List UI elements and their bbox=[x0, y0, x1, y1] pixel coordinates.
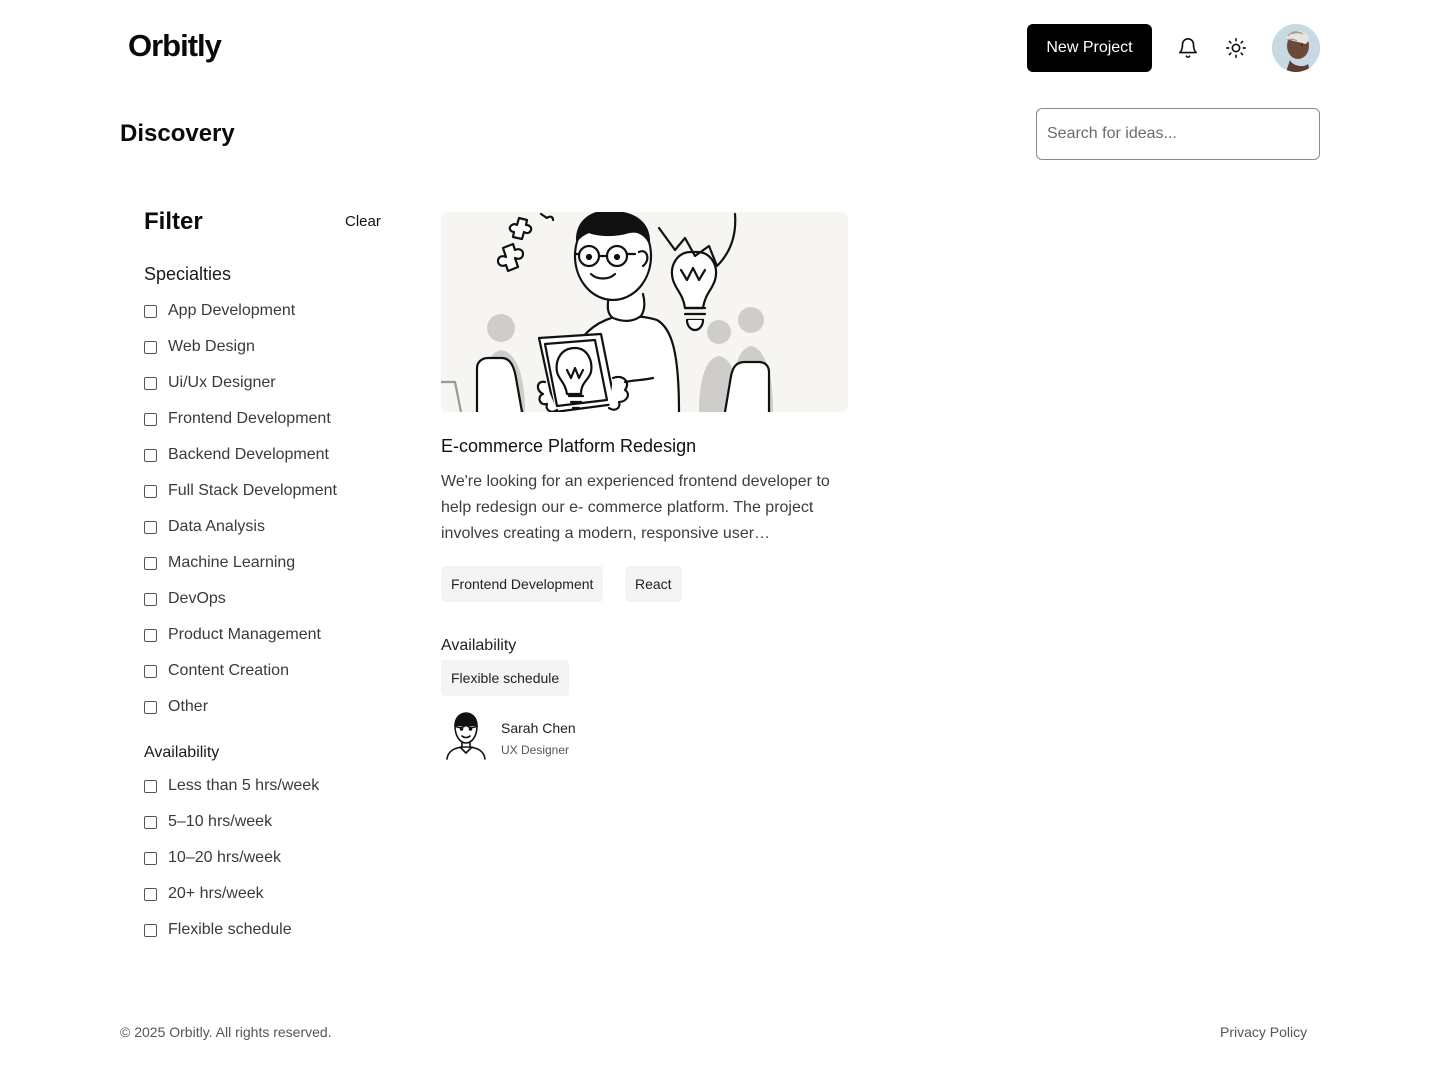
checkbox[interactable] bbox=[144, 701, 157, 714]
filter-option-label: DevOps bbox=[168, 590, 226, 607]
filter-option-label: 10–20 hrs/week bbox=[168, 849, 281, 866]
filter-option[interactable] bbox=[144, 444, 329, 466]
filter-option-label: Product Management bbox=[168, 626, 321, 643]
checkbox[interactable] bbox=[144, 341, 157, 354]
checkbox[interactable] bbox=[144, 816, 157, 829]
project-title[interactable]: E-commerce Platform Redesign bbox=[441, 436, 697, 456]
clear-filter-button[interactable]: Clear bbox=[345, 213, 381, 230]
checkbox[interactable] bbox=[144, 780, 157, 793]
project-illustration[interactable] bbox=[441, 212, 848, 412]
project-tag: Frontend Development bbox=[441, 566, 603, 602]
filter-option-label: App Development bbox=[168, 302, 296, 319]
checkbox[interactable] bbox=[144, 924, 157, 937]
project-availability-label: Availability bbox=[441, 637, 517, 654]
author-role: UX Designer bbox=[501, 743, 570, 757]
specialties-label: Specialties bbox=[144, 264, 232, 284]
filter-option-label: 20+ hrs/week bbox=[168, 885, 264, 902]
filter-option[interactable] bbox=[144, 336, 255, 358]
checkbox[interactable] bbox=[144, 521, 157, 534]
page-title: Discovery bbox=[120, 120, 235, 147]
checkbox[interactable] bbox=[144, 485, 157, 498]
availability-badge: Flexible schedule bbox=[441, 660, 569, 696]
filter-title: Filter bbox=[144, 208, 203, 235]
filter-option-label: Ui/Ux Designer bbox=[168, 374, 276, 391]
filter-option-label: Full Stack Development bbox=[168, 482, 337, 499]
filter-option-label: 5–10 hrs/week bbox=[168, 813, 273, 830]
checkbox[interactable] bbox=[144, 305, 157, 318]
filter-option[interactable] bbox=[144, 408, 331, 430]
filter-option[interactable] bbox=[144, 696, 208, 718]
filter-option[interactable] bbox=[144, 811, 272, 833]
availability-filter-label: Availability bbox=[144, 744, 220, 761]
filter-option[interactable] bbox=[144, 847, 281, 869]
filter-option-label: Machine Learning bbox=[168, 554, 296, 571]
filter-option-label: Backend Development bbox=[168, 446, 329, 463]
checkbox[interactable] bbox=[144, 377, 157, 390]
filter-option[interactable] bbox=[144, 552, 295, 574]
user-avatar[interactable] bbox=[1272, 24, 1320, 72]
filter-option-label: Content Creation bbox=[168, 662, 289, 679]
checkbox[interactable] bbox=[144, 413, 157, 426]
project-description: We're looking for an experienced frontend developer to help redesign our e- commerce platform. The project involves creating a modern, responsive user… bbox=[441, 473, 830, 542]
privacy-policy-link[interactable]: Privacy Policy bbox=[1220, 1024, 1308, 1040]
filter-option[interactable] bbox=[144, 775, 319, 797]
filter-option[interactable] bbox=[144, 516, 265, 538]
logo[interactable]: Orbitly bbox=[128, 28, 221, 63]
search-input[interactable] bbox=[1036, 108, 1320, 160]
filter-option[interactable] bbox=[144, 919, 292, 941]
filter-option-label: Frontend Development bbox=[168, 410, 331, 427]
filter-option-label: Data Analysis bbox=[168, 518, 265, 535]
filter-option[interactable] bbox=[144, 883, 264, 905]
checkbox[interactable] bbox=[144, 665, 157, 678]
bell-icon[interactable] bbox=[1176, 36, 1200, 60]
checkbox[interactable] bbox=[144, 888, 157, 901]
filter-option[interactable] bbox=[144, 588, 226, 610]
checkbox[interactable] bbox=[144, 593, 157, 606]
checkbox[interactable] bbox=[144, 557, 157, 570]
new-project-button[interactable]: New Project bbox=[1027, 24, 1152, 72]
filter-option[interactable] bbox=[144, 372, 276, 394]
checkbox[interactable] bbox=[144, 852, 157, 865]
filter-option-label: Less than 5 hrs/week bbox=[168, 777, 320, 794]
author-avatar bbox=[443, 712, 487, 760]
project-tag: React bbox=[625, 566, 682, 602]
filter-option-label: Web Design bbox=[168, 338, 255, 355]
filter-option[interactable] bbox=[144, 480, 337, 502]
filter-option-label: Flexible schedule bbox=[168, 921, 292, 938]
filter-option[interactable] bbox=[144, 624, 321, 646]
sun-icon[interactable] bbox=[1224, 36, 1248, 60]
filter-option-label: Other bbox=[168, 698, 209, 715]
filter-option[interactable] bbox=[144, 660, 289, 682]
checkbox[interactable] bbox=[144, 449, 157, 462]
checkbox[interactable] bbox=[144, 629, 157, 642]
filter-option[interactable] bbox=[144, 300, 295, 322]
author-name[interactable]: Sarah Chen bbox=[501, 720, 576, 736]
copyright: © 2025 Orbitly. All rights reserved. bbox=[120, 1024, 332, 1040]
